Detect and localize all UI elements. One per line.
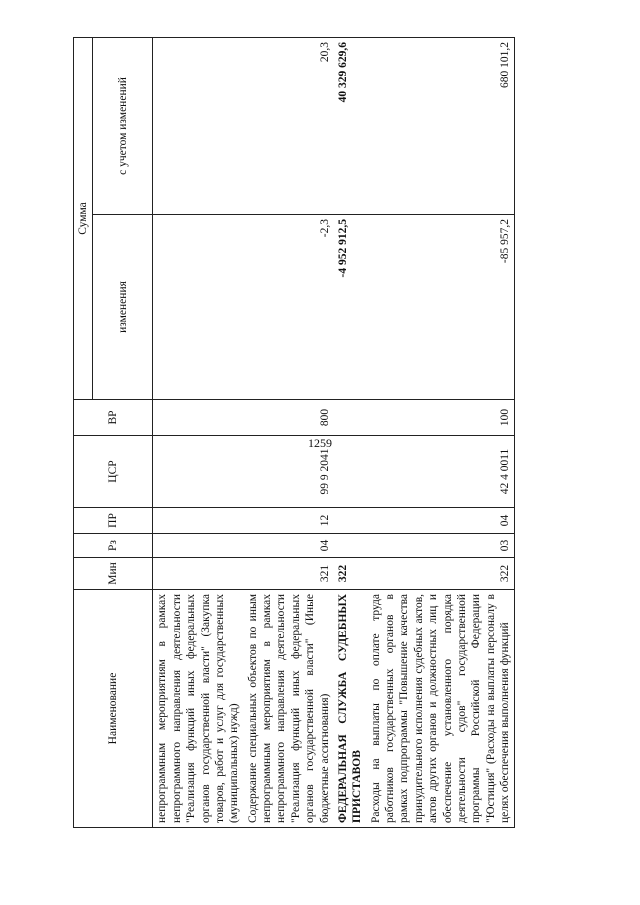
header-sum: Сумма [74, 37, 93, 399]
row-vr [153, 400, 244, 436]
row-min [153, 558, 244, 590]
row-csr: 99 9 2041 [244, 436, 334, 508]
row-with-change [153, 37, 244, 214]
header-change: изменения [93, 215, 153, 400]
row-rz: 04 [244, 534, 334, 558]
header-csr: ЦСР [74, 436, 153, 508]
row-rz: 03 [367, 534, 515, 558]
header-with-change: с учетом изменений [93, 37, 153, 214]
row-min: 322 [367, 558, 515, 590]
row-min: 322 [334, 558, 367, 590]
row-name: ФЕДЕРАЛЬНАЯ СЛУЖБА СУДЕБНЫХ ПРИСТАВОВ [334, 590, 367, 828]
row-name: Содержание специальных объектов по иным непрограммным мероприятиям в рамках непрограммного направления деятельности "Реализация функций иных федеральных органов государственной власти" (Иные бюджетные ассигнования) [244, 590, 334, 828]
row-vr [334, 400, 367, 436]
page-number: 1259 [308, 436, 332, 450]
row-with-change: 40 329 629,6 [334, 37, 367, 214]
row-rz [153, 534, 244, 558]
row-name: непрограммным мероприятиям в рамках непрограммного направления деятельности "Реализация функций иных федеральных органов государственной власти" (Закупка товаров, работ и услуг для государственных (муниципальных) нужд) [153, 590, 244, 828]
row-pr: 12 [244, 508, 334, 534]
table-row [334, 37, 367, 827]
row-rz [334, 534, 367, 558]
row-with-change: 680 101,2 [367, 37, 515, 214]
row-name: Расходы на выплаты по оплате труда работников государственных органов в рамках подпрограммы "Повышение качества принудительного исполнения судебных актов, актов других органов и должностных лиц и обеспечение установленного порядка деятельности судов" государственной программы Российской Федерации "Юстиция" (Расходы на выплаты персоналу в целях обеспечения выполнения функций [367, 590, 515, 828]
header-row [74, 37, 93, 827]
row-change: -2,3 [244, 215, 334, 400]
row-change: -85 957,2 [367, 215, 515, 400]
budget-table [73, 37, 515, 828]
row-pr: 04 [367, 508, 515, 534]
row-with-change: 20,3 [244, 37, 334, 214]
row-pr [153, 508, 244, 534]
row-vr: 100 [367, 400, 515, 436]
table-row [153, 37, 244, 827]
table-row [244, 37, 334, 827]
row-pr [334, 508, 367, 534]
row-min: 321 [244, 558, 334, 590]
header-name: Наименование [74, 590, 153, 828]
row-csr: 42 4 0011 [367, 436, 515, 508]
rotated-page-content [73, 38, 603, 828]
row-csr [334, 436, 367, 508]
header-pr: ПР [74, 508, 153, 534]
header-rz: Рз [74, 534, 153, 558]
table-row [367, 37, 515, 827]
header-min: Мин [74, 558, 153, 590]
row-change: -4 952 912,5 [334, 215, 367, 400]
row-csr [153, 436, 244, 508]
header-vr: ВР [74, 400, 153, 436]
row-vr: 800 [244, 400, 334, 436]
row-change [153, 215, 244, 400]
